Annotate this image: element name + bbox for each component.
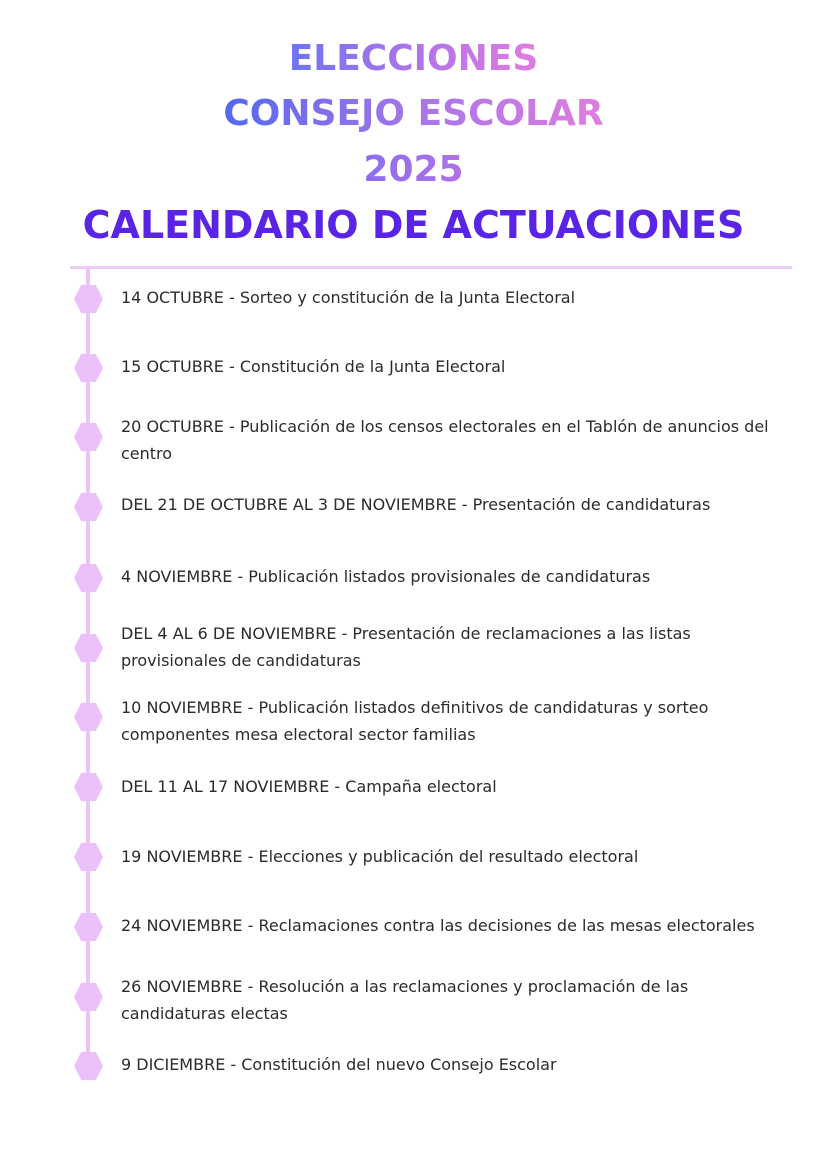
timeline-item: 19 NOVIEMBRE - Elecciones y publicación del resultado electoral	[121, 847, 639, 866]
timeline-hexagon-icon	[74, 422, 103, 452]
timeline-hexagon-icon	[74, 982, 103, 1012]
timeline-item: DEL 11 AL 17 NOVIEMBRE - Campaña electoral	[121, 777, 497, 796]
timeline-hexagon-icon	[74, 353, 103, 383]
title-consejo-escolar	[0, 93, 827, 134]
timeline-item: DEL 21 DE OCTUBRE AL 3 DE NOVIEMBRE - Presentación de candidaturas	[121, 495, 711, 514]
timeline-item: 20 OCTUBRE - Publicación de los censos electorales en el Tablón de anuncios del centro	[121, 417, 769, 463]
title-line-1: ELECCIONES	[288, 38, 539, 79]
timeline-item: 24 NOVIEMBRE - Reclamaciones contra las decisiones de las mesas electorales	[121, 916, 755, 935]
timeline-item: 4 NOVIEMBRE - Publicación listados provisionales de candidaturas	[121, 567, 651, 586]
title-elecciones	[0, 38, 827, 79]
title-line-4: CALENDARIO DE ACTUACIONES	[82, 203, 745, 247]
title-line-2: CONSEJO ESCOLAR	[223, 93, 604, 134]
timeline-hexagon-icon	[74, 492, 103, 522]
timeline-hexagon-icon	[74, 1051, 103, 1081]
page-title	[0, 203, 827, 247]
title-line-3: 2025	[363, 149, 464, 190]
timeline-line	[86, 268, 90, 1068]
timeline-hexagon-icon	[74, 284, 103, 314]
timeline-item: 15 OCTUBRE - Constitución de la Junta Electoral	[121, 357, 506, 376]
timeline-item: 9 DICIEMBRE - Constitución del nuevo Consejo Escolar	[121, 1055, 557, 1074]
timeline-hexagon-icon	[74, 842, 103, 872]
timeline-hexagon-icon	[74, 633, 103, 663]
timeline-item: 10 NOVIEMBRE - Publicación listados definitivos de candidaturas y sorteo componentes mesa electoral sector familias	[121, 698, 709, 744]
title-year	[0, 149, 827, 190]
timeline-hexagon-icon	[74, 563, 103, 593]
timeline-hexagon-icon	[74, 912, 103, 942]
timeline-item: 14 OCTUBRE - Sorteo y constitución de la Junta Electoral	[121, 288, 576, 307]
header-divider	[70, 266, 792, 269]
timeline-hexagon-icon	[74, 772, 103, 802]
timeline-item: 26 NOVIEMBRE - Resolución a las reclamaciones y proclamación de las candidaturas electas	[121, 977, 689, 1023]
timeline-hexagon-icon	[74, 702, 103, 732]
timeline-item: DEL 4 AL 6 DE NOVIEMBRE - Presentación de reclamaciones a las listas provisionales de candidaturas	[121, 624, 691, 670]
